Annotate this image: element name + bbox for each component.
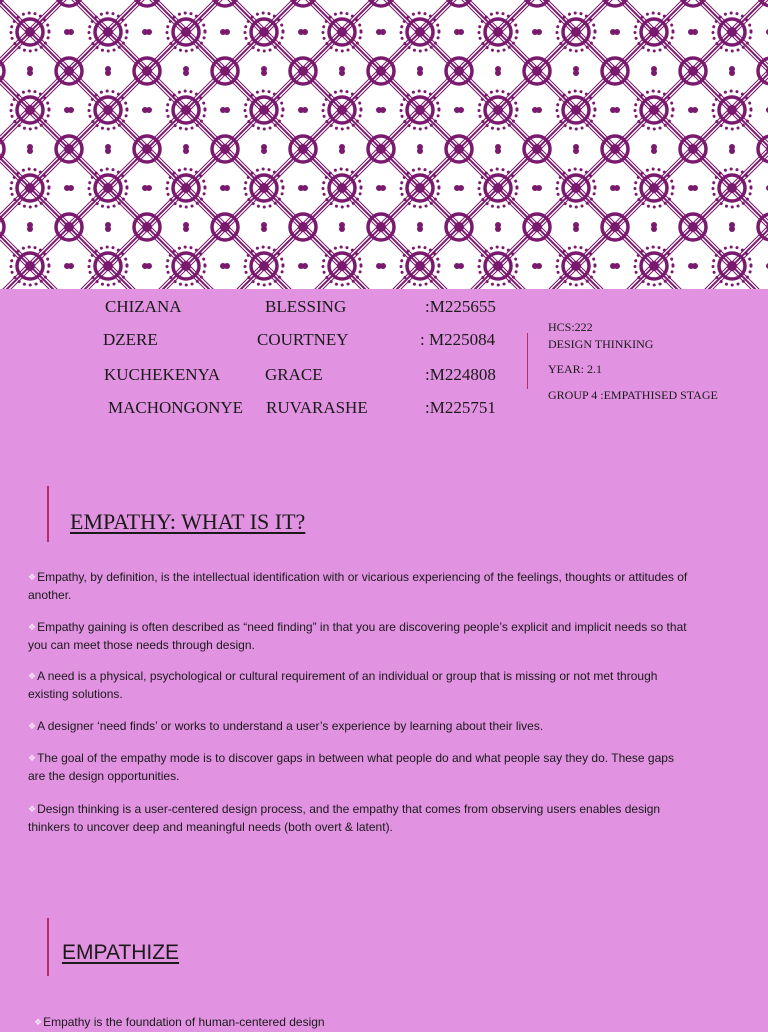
member-surname: KUCHEKENYA <box>104 365 221 384</box>
course-name: DESIGN THINKING <box>548 337 654 351</box>
group-stage: GROUP 4 :EMPATHISED STAGE <box>548 388 718 402</box>
member-first-name: GRACE <box>265 365 323 384</box>
decorative-pattern-banner <box>0 0 768 289</box>
section-heading-empathy-what-is-it: EMPATHY: WHAT IS IT? <box>70 509 306 534</box>
member-surname: DZERE <box>103 330 158 349</box>
course-year: YEAR: 2.1 <box>548 362 602 376</box>
diamond-bullet-icon: ❖ <box>34 1017 43 1027</box>
section-accent-bar <box>47 918 49 976</box>
member-first-name: COURTNEY <box>257 330 349 349</box>
member-first-name: BLESSING <box>265 297 347 316</box>
list-item-text: Empathy gaining is often described as “need finding” in that you are discovering people’s explicit and implicit needs so that you can meet those needs through design. <box>28 620 687 652</box>
diamond-bullet-icon: ❖ <box>28 572 37 582</box>
member-reg-number: :M225655 <box>425 297 496 316</box>
diamond-bullet-icon: ❖ <box>28 753 37 763</box>
list-item-text: Design thinking is a user-centered design process, and the empathy that comes from observing users enables design thinkers to uncover deep and meaningful needs (both overt & latent). <box>28 802 661 834</box>
list-item <box>28 569 688 604</box>
list-item-text: Empathy, by definition, is the intellectual identification with or vicarious experiencing of the feelings, thoughts or attitudes of another. <box>28 570 688 602</box>
member-surname: MACHONGONYE <box>108 398 244 417</box>
course-code: HCS:222 <box>548 320 593 334</box>
list-item-text: Empathy is the foundation of human-centered design <box>43 1015 325 1029</box>
diamond-bullet-icon: ❖ <box>28 622 37 632</box>
list-item <box>28 801 688 836</box>
list-item-text: A need is a physical, psychological or cultural requirement of an individual or group that is missing or not met through existing solutions. <box>28 669 658 701</box>
member-reg-number: :M225751 <box>425 398 496 417</box>
geometric-dot-pattern <box>0 0 768 289</box>
list-item-text: The goal of the empathy mode is to discover gaps in between what people do and what people say they do. These gaps are the design opportunities. <box>28 751 674 783</box>
section-heading-empathize: EMPATHIZE <box>62 941 180 964</box>
vertical-divider <box>527 333 528 389</box>
list-item <box>34 1014 694 1032</box>
diamond-bullet-icon: ❖ <box>28 804 37 814</box>
list-item <box>28 619 688 654</box>
diamond-bullet-icon: ❖ <box>28 721 37 731</box>
list-item <box>28 750 688 785</box>
member-reg-number: : M225084 <box>420 330 496 349</box>
member-surname: CHIZANA <box>105 297 182 316</box>
section-accent-bar <box>47 486 49 542</box>
diamond-bullet-icon: ❖ <box>28 671 37 681</box>
list-item <box>28 668 688 703</box>
member-first-name: RUVARASHE <box>266 398 368 417</box>
list-item-text: A designer ‘need finds’ or works to understand a user’s experience by learning about their lives. <box>37 719 544 733</box>
member-reg-number: :M224808 <box>425 365 496 384</box>
list-item <box>28 718 688 736</box>
